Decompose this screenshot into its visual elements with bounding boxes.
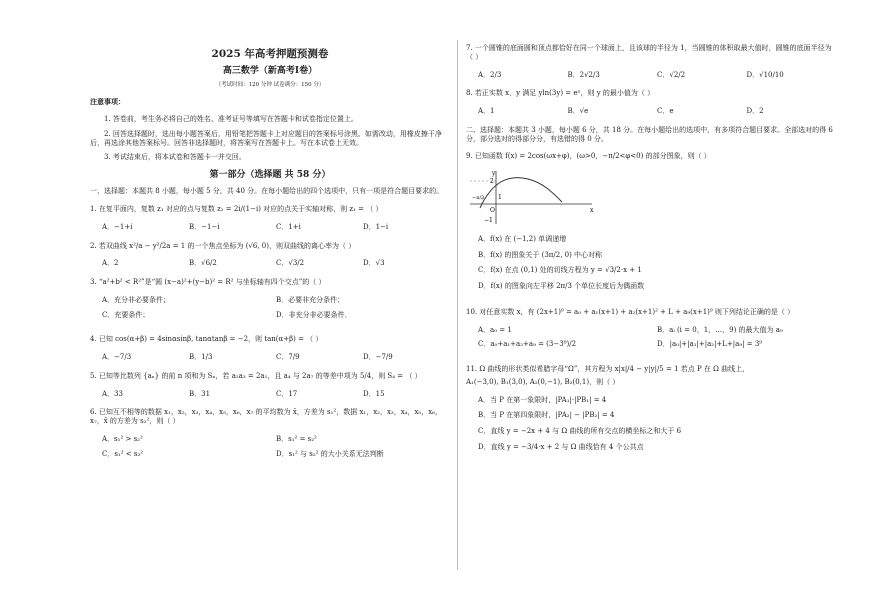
option: B．31 bbox=[189, 389, 211, 398]
notice-heading: 注意事项： bbox=[90, 97, 125, 107]
graph-label-origin: O bbox=[490, 207, 495, 214]
option: B．2√2/3 bbox=[567, 70, 600, 79]
option: B．1/3 bbox=[189, 353, 213, 361]
option: D．非充分非必要条件． bbox=[276, 310, 352, 319]
question-stem: 4. 已知 cos(α+β) = 4sinαsinβ, tanαtanβ = −2，则 tan(α+β) = （ ） bbox=[90, 335, 323, 344]
graph-label-neg1: −1 bbox=[484, 217, 493, 224]
question-options bbox=[102, 353, 450, 362]
option: A．a₀ = 1 bbox=[478, 325, 512, 334]
option: C．7/9 bbox=[276, 353, 300, 361]
option: C．√2/2 bbox=[657, 70, 686, 79]
right-column bbox=[466, 44, 836, 469]
left-column bbox=[90, 44, 450, 474]
option: C．e bbox=[657, 107, 674, 115]
option: A．−1+i bbox=[102, 222, 133, 231]
option: B．√e bbox=[567, 107, 589, 115]
option: C．充要条件； bbox=[102, 310, 150, 319]
option: D．s₁² 与 s₂² 的大小关系无法判断 bbox=[276, 449, 384, 458]
option: B．−1−i bbox=[189, 222, 220, 231]
option: B．当 P 在第四象限时，|PA₂| − |PB₂| = 4 bbox=[478, 411, 615, 420]
option: A．−7/3 bbox=[102, 353, 132, 361]
option: B．aᵢ (i = 0，1，…，9) 的最大值为 a₉ bbox=[657, 325, 783, 334]
graph-label-x: x bbox=[590, 207, 594, 214]
question-options bbox=[478, 71, 836, 80]
graph-label-2: 2 bbox=[490, 178, 494, 185]
option: C．1+i bbox=[276, 222, 301, 231]
option: A．s₁² > s₂² bbox=[102, 434, 143, 443]
question-stem: 9. 已知函数 f(x) = 2cos(ωx+φ)，(ω>0，−π/2<φ<0) 的部分图象，则（ ） bbox=[466, 152, 711, 161]
exam-meta: （考试时间：120 分钟 试卷满分：150 分） bbox=[215, 82, 325, 89]
graph-label-neg-pi-3: −π/3 bbox=[472, 195, 485, 201]
question-options bbox=[478, 107, 836, 116]
exam-subtitle: 高三数学（新高考Ⅰ卷） bbox=[222, 66, 318, 77]
option: A．2/3 bbox=[478, 70, 502, 79]
question-stem: 5. 已知等比数列 {aₙ} 的前 n 项和为 Sₙ，若 a₂a₃ = 2a₁，且 a₄ 与 2a₇ 的等差中项为 5/4，则 S₄ = （ ） bbox=[90, 371, 422, 380]
option: D．√3 bbox=[363, 259, 385, 268]
question-stem: 7. 一个圆锥的底面圆和顶点都恰好在同一个球面上，且该球的半径为 1，当圆锥的体积取最大值时，圆锥的底面半径为（ ） bbox=[466, 44, 832, 61]
option: D．−7/9 bbox=[363, 353, 393, 361]
option: D．2 bbox=[746, 107, 764, 115]
option: C．17 bbox=[276, 389, 298, 398]
option: C．s₁² < s₂² bbox=[102, 449, 144, 458]
question-stem: 2. 若双曲线 x²/a − y²/2a = 1 的一个焦点坐标为 (√6, 0)，则双曲线的离心率为（ ） bbox=[90, 241, 356, 250]
option: B．f(x) 的图象关于 (3π/2, 0) 中心对称 bbox=[478, 250, 603, 259]
section-instructions: 二、选择题：本题共 3 小题，每小题 6 分，共 18 分。在每小题给出的选项中，有多项符合题目要求。全部选对的得 6 分，部分选对的得部分分，有选错的得 0 分。 bbox=[466, 125, 833, 143]
question-stem-continued: A₁(−3,0), B₁(3,0), A₂(0,−1), B₂(0,1)，则（ ） bbox=[466, 377, 620, 386]
exam-title: 2025 年高考押题预测卷 bbox=[211, 48, 329, 60]
option: B．s₁² = s₂² bbox=[276, 434, 317, 443]
option: B．√6/2 bbox=[189, 259, 217, 268]
option: D．|a₀|+|a₁|+|a₂|+L+|a₉| = 3⁹ bbox=[657, 340, 763, 349]
option: A．当 P 在第一象限时，|PA₁|·|PB₁| = 4 bbox=[478, 395, 607, 404]
graph-label-y: y bbox=[492, 170, 496, 177]
section-instructions: 一、选择题：本题共 8 小题，每小题 5 分，共 40 分。在每小题给出的四个选项中，只有一项是符合题目要求的。 bbox=[90, 187, 444, 196]
option: A．充分非必要条件； bbox=[102, 295, 171, 304]
option: D．15 bbox=[363, 389, 385, 398]
option: A．33 bbox=[102, 389, 123, 398]
question-stem: 10. 对任意实数 x，有 (2x+1)⁹ = a₀ + a₁(x+1) + a₂(x+1)² + L + a₉(x+1)⁹ 则下列结论正确的是（ ） bbox=[466, 307, 795, 316]
graph-label-1: 1 bbox=[498, 194, 502, 201]
option: D．直线 y = −3/4·x + 2 与 Ω 曲线恰有 4 个公共点 bbox=[478, 442, 644, 451]
notice-item: 3. 考试结束后，将本试卷和答题卡一并交回。 bbox=[104, 153, 246, 162]
question-stem: 8. 若正实数 x，y 满足 yln(3y) = eˣ，则 y 的最小值为（ ） bbox=[466, 89, 655, 98]
question-options bbox=[102, 435, 450, 465]
column-divider bbox=[457, 40, 458, 570]
part-title: 第一部分（选择题 共 58 分） bbox=[209, 170, 331, 180]
question-stem: 1. 在复平面内，复数 z₁ 对应的点与复数 z₂ = 2i/(1−i) 对应的点关于实轴对称，则 z₁ = （ ） bbox=[90, 205, 383, 213]
option: A．1 bbox=[478, 107, 495, 115]
option: B．必要非充分条件； bbox=[276, 295, 345, 304]
option: D．f(x) 的图象向左平移 2π/3 个单位长度后为偶函数 bbox=[478, 282, 645, 290]
question-options bbox=[102, 390, 450, 399]
question-options bbox=[478, 326, 836, 356]
question-options bbox=[102, 296, 450, 326]
question-stem: 11. Ω 曲线的形状类似希腊字母“Ω”，其方程为 x|x|/4 − y|y|/5 = 1 若点 P 在 Ω 曲线上， bbox=[466, 365, 750, 373]
option: A．2 bbox=[102, 259, 119, 268]
option: C．a₀+a₁+a₂+a₉ = (3−3⁹)/2 bbox=[478, 340, 577, 349]
question-options bbox=[102, 259, 450, 268]
option: C．f(x) 在点 (0,1) 处的切线方程为 y = √3/2·x + 1 bbox=[478, 266, 642, 275]
function-graph bbox=[470, 168, 600, 226]
option: D．√10/10 bbox=[746, 70, 784, 79]
question-options bbox=[478, 235, 836, 298]
notice-item: 1. 答卷前，考生务必将自己的姓名、准考证号等填写在答题卡和试卷指定位置上。 bbox=[104, 115, 358, 123]
notice-item: 2. 回答选择题时，选出每小题答案后，用铅笔把答题卡上对应题目的答案标号涂黑。如需改动，用橡皮擦干净后，再选涂其他答案标号。回答非选择题时，将答案写在答题卡上。写在本试卷上无效。 bbox=[90, 129, 442, 147]
option: D．1−i bbox=[363, 222, 389, 231]
option: C．直线 y = −2x + 4 与 Ω 曲线的所有交点的横坐标之和大于 6 bbox=[478, 427, 682, 435]
option: A．f(x) 在 (−1,2) 单调递增 bbox=[478, 234, 567, 243]
question-options bbox=[478, 396, 836, 459]
option: C．√3/2 bbox=[276, 259, 305, 268]
question-stem: 6. 已知互不相等的数据 x₁，x₂，x₃，x₄，x₅，x₆，x₇ 的平均数为 x̄，方差为 s₁²，数据 x₁，x₂，x₃，x₄，x₅，x₆，x₇，x̄ 的方差为 s₂²，则（ ） bbox=[90, 408, 442, 425]
question-stem: 3. “a²+b² < R²”是“圆 (x−a)²+(y−b)² = R² 与坐标轴有四个交点”的（ ） bbox=[90, 278, 326, 286]
question-options bbox=[102, 223, 450, 232]
